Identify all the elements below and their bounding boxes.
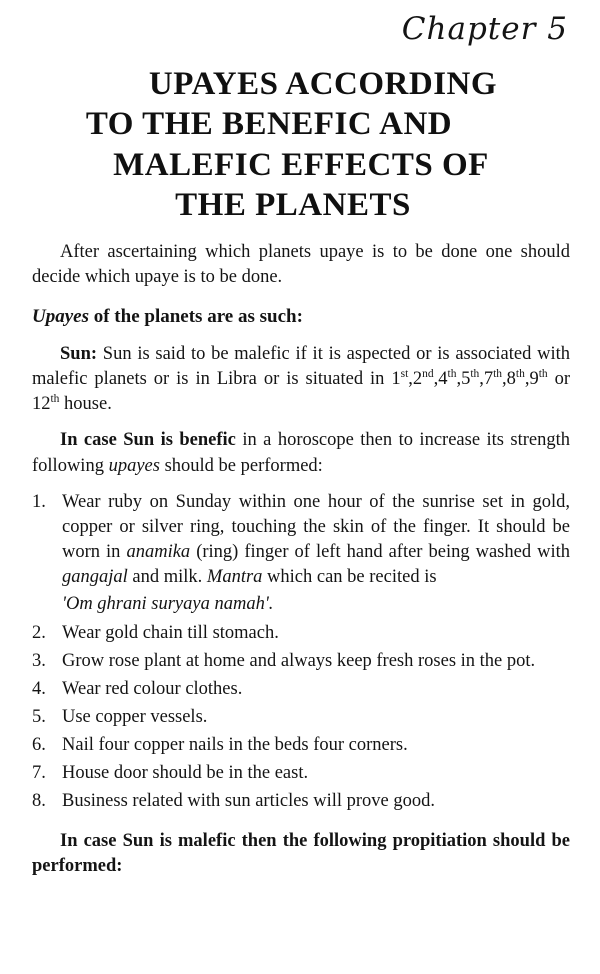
chapter-heading: Chapter 5 xyxy=(401,11,568,47)
list-item xyxy=(32,789,570,814)
list-item-body xyxy=(62,490,570,618)
list-item xyxy=(32,621,570,646)
list-item-number: 3. xyxy=(32,650,46,671)
list-item xyxy=(32,705,570,730)
list-item-text: Nail four copper nails in the beds four corners. xyxy=(62,735,408,756)
upaye-list xyxy=(32,490,570,815)
list-item-number: 5. xyxy=(32,706,46,727)
upayes-section-heading: Upayes of the planets are as such: xyxy=(32,306,303,328)
list-item-text: Grow rose plant at home and always keep fresh roses in the pot. xyxy=(62,650,536,671)
list-item-number: 2. xyxy=(32,622,46,643)
sun-malefic-paragraph: Sun: Sun is said to be malefic if it is aspected or is associated with malefic planets or is in Libra or is situated in 1st,2nd,4th,5th,7th,8th,9th or 12th house. xyxy=(32,343,570,415)
list-item xyxy=(32,761,570,786)
list-item xyxy=(32,649,570,674)
list-item-number: 7. xyxy=(32,763,46,784)
page-title xyxy=(32,64,570,226)
list-item xyxy=(32,677,570,702)
list-item-text: Wear gold chain till stomach. xyxy=(62,622,279,643)
list-item-text: Wear ruby on Sunday within one hour of the sunrise set in gold, copper or silver ring, touching the skin of the finger. It should be worn in anamika (ring) finger of left hand after being washed with gangajal and milk. Mantra which can be recited is xyxy=(62,491,570,588)
mantra-line: 'Om ghrani suryaya namah'. xyxy=(62,594,274,615)
intro-paragraph: After ascertaining which planets upaye is to be done one should decide which upaye is to be done. xyxy=(32,241,570,288)
sun-malefic-closing-paragraph: In case Sun is malefic then the following propitiation should be performed: xyxy=(32,830,570,876)
title-line: MALEFIC EFFECTS OF xyxy=(113,146,489,183)
list-item-number: 6. xyxy=(32,735,46,756)
list-item-number: 4. xyxy=(32,678,46,699)
title-line: TO THE BENEFIC AND xyxy=(85,106,453,143)
list-item-number: 8. xyxy=(32,791,46,812)
list-item-text: Business related with sun articles will prove good. xyxy=(62,791,436,812)
list-item xyxy=(32,490,570,618)
list-item-number: 1. xyxy=(32,491,46,512)
list-item-text: Wear red colour clothes. xyxy=(62,678,243,699)
sun-benefic-paragraph: In case Sun is benefic in a horoscope then to increase its strength following upayes should be performed: xyxy=(32,430,570,476)
title-line: THE PLANETS xyxy=(175,187,411,224)
list-item-text: Use copper vessels. xyxy=(62,706,208,727)
list-item-text: House door should be in the east. xyxy=(62,763,309,784)
list-item xyxy=(32,733,570,758)
title-line: UPAYES ACCORDING xyxy=(148,65,498,102)
